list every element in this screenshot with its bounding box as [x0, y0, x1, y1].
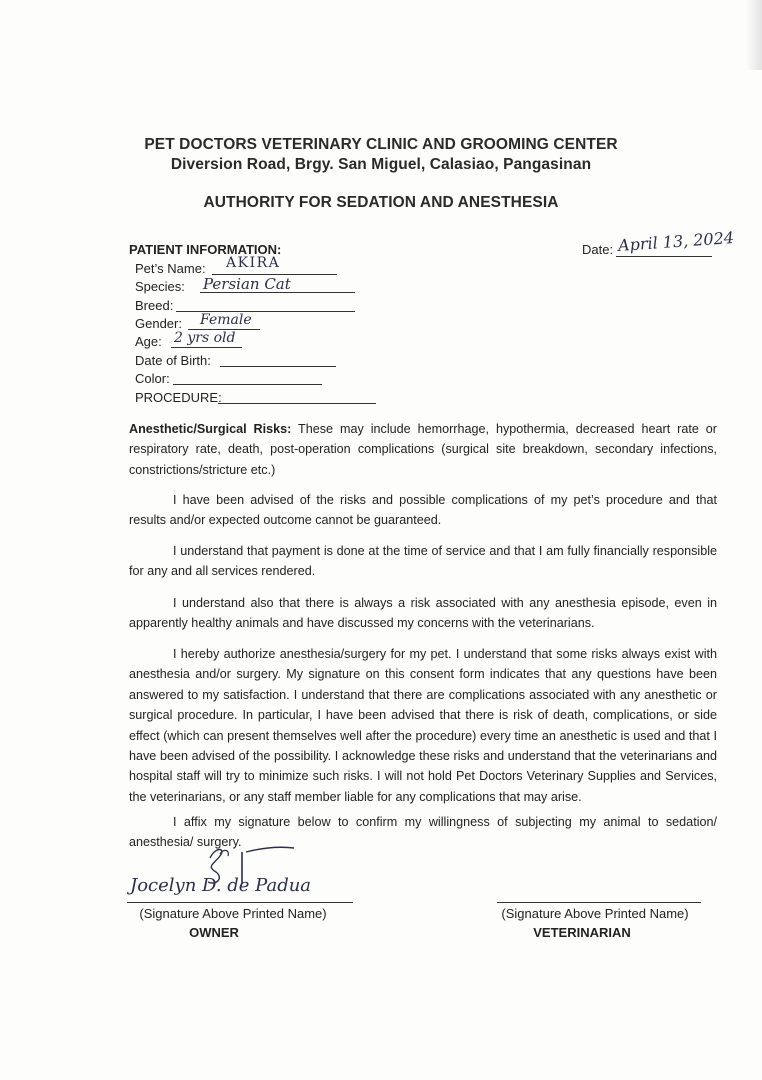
color-line [173, 384, 322, 385]
paragraph-advised-risks: I have been advised of the risks and possible complications of my pet’s procedure and that results and/or expected outcome cannot be guaranteed. [129, 493, 717, 528]
breed-label: Breed: [135, 298, 174, 313]
clinic-name: PET DOCTORS VETERINARY CLINIC AND GROOMING CENTER [144, 136, 618, 153]
risks-label: Anesthetic/Surgical Risks: [129, 422, 292, 436]
owner-role: OWNER [189, 925, 239, 940]
form-title: AUTHORITY FOR SEDATION AND ANESTHESIA [203, 194, 559, 211]
risks-text: These may include hemorrhage, hypothermia, decreased heart rate or respiratory rate, death, post-operation complications (surgical site breakdown, secondary infections, constrictions/stricture etc.) [129, 422, 717, 477]
paragraph-affix-signature: I affix my signature below to confirm my willingness of subjecting my animal to sedation/ anesthesia/ surgery. [129, 815, 717, 850]
pet-name-label: Pet’s Name: [135, 261, 206, 276]
date-value: April 13, 2024 [617, 227, 735, 256]
age-label: Age: [135, 334, 162, 349]
gender-label: Gender: [135, 316, 182, 331]
clinic-address: Diversion Road, Brgy. San Miguel, Calasiao, Pangasinan [170, 156, 592, 173]
procedure-label: PROCEDURE: [135, 390, 222, 405]
gender-value: Female [200, 312, 252, 328]
patient-info-title: PATIENT INFORMATION: [129, 242, 282, 257]
owner-signature-line [127, 902, 353, 903]
species-label: Species: [135, 279, 185, 294]
page-corner-shadow [746, 0, 762, 70]
dob-label: Date of Birth: [135, 353, 211, 368]
vet-signature-caption: (Signature Above Printed Name) [501, 906, 689, 921]
vet-role: VETERINARIAN [533, 925, 631, 940]
vet-signature-line [497, 902, 701, 903]
owner-signature-caption: (Signature Above Printed Name) [139, 906, 327, 921]
species-value: Persian Cat [203, 275, 291, 293]
paragraph-payment: I understand that payment is done at the time of service and that I am fully financially responsible for any and all services rendered. [129, 544, 717, 579]
paragraph-anesthesia-risk: I understand also that there is always a risk associated with any anesthesia episode, even in apparently healthy animals and have discussed my concerns with the veterinarians. [129, 596, 717, 631]
paragraph-authorization: I hereby authorize anesthesia/surgery for my pet. I understand that some risks always exist with anesthesia and/or surgery. My signature on this consent form indicates that any questions have been answered to my satisfaction. I understand that there are complications associated with any anesthetic or surgical procedure. In particular, I have been advised that there is risk of death, complications, or side effect (which can present themselves well after the procedure) every time an anesthetic is used and that I have been advised of the possibility. I acknowledge these risks and understand that the veterinarians and hospital staff will try to minimize such risks. I will not hold Pet Doctors Veterinary Supplies and Services, the veterinarians, or any staff member liable for any complications that may arise. [129, 647, 717, 804]
date-line [616, 256, 712, 257]
risks-paragraph [129, 419, 717, 480]
color-label: Color: [135, 371, 170, 386]
age-value: 2 yrs old [174, 330, 236, 346]
dob-line [220, 366, 336, 367]
owner-printed-name: Jocelyn D. de Padua [130, 875, 312, 896]
date-label: Date: [582, 242, 614, 257]
pet-name-value: AKIRA [226, 255, 281, 271]
procedure-line [218, 403, 376, 404]
age-line [171, 347, 242, 348]
